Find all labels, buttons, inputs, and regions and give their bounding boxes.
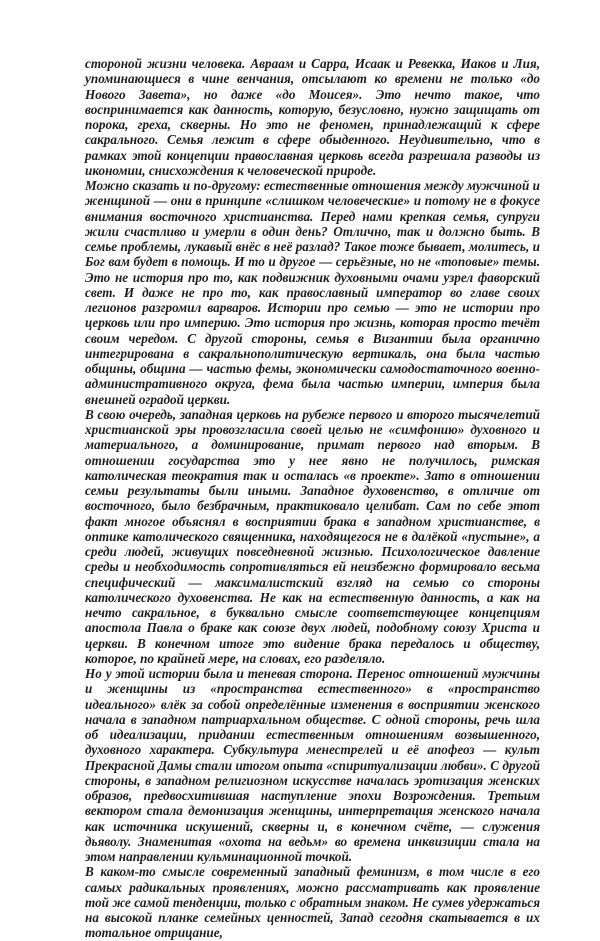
paragraph-4: Но у этой истории была и теневая сторона. Перенос отношений мужчины и женщины из «пространства естественного» в «пространство идеального» влёк за собой определённые изменения в восприятии женского начала в западном патриархальном обществе. С одной стороны, речь шла об идеализации, придании естественным отношениям возвышенного, духовного характера. Субкультура менестрелей и её апофеоз — культ Прекрасной Дамы стали итогом опыта «спиритуализации любви». С другой стороны, в западном религиозном искусстве началась эротизация женских образов, предвосхитившая наступление эпохи Возрождения. Третьим вектором стала демонизация женщины, интерпретация женского начала как источника искушений, скверны и, в конечном счёте, — служения дьяволу. Знаменитая «охота на ведьм» во времена инквизиции стала на этом направлении кульминационной точкой. <box>85 666 540 864</box>
document-page <box>85 56 540 941</box>
paragraph-5: В каком-то смысле современный западный феминизм, в том числе в его самых радикальных проявлениях, можно рассматривать как проявление той же самой тенденции, только с обратным знаком. Не сумев удержаться на высокой планке семейных ценностей, Запад сегодня скатывается в их тотальное отрицание, <box>85 864 540 941</box>
paragraph-3: В свою очередь, западная церковь на рубеже первого и второго тысячелетий христианской эры провозгласила своей целью не «симфонию» духовного и материального, а доминирование, примат первого над вторым. В отношении государства это у нее явно не получилось, римская католическая теократия так и осталась «в проекте». Зато в отношении семьи результаты были иными. Западное духовенство, в отличие от восточного, было безбрачным, практиковало целибат. Сам по себе этот факт многое объяснял в восприятии брака в западном христианстве, в оптике католического священника, находящегося не в далёкой «пустыне», а среди людей, живущих повседневной жизнью. Психологическое давление среды и необходимость сопротивляться ей неизбежно формировало весьма специфический — максималистский взгляд на семью со стороны католического духовенства. Не как на естественную данность, а как на нечто сакральное, в буквально смысле соответствующее концепциям апостола Павла о браке как союзе двух людей, подобному союзу Христа и церкви. В конечном итоге это видение брака передалось и обществу, которое, по крайней мере, на словах, его разделяло. <box>85 406 540 666</box>
paragraph-1: стороной жизни человека. Авраам и Сарра, Исаак и Ревекка, Иаков и Лия, упоминающиеся в чине венчания, отсылают ко времени не только «до Нового Завета», но даже «до Моисея». Это нечто такое, что воспринимается как данность, которую, безусловно, нужно защищать от порока, греха, скверны. Но это не феномен, принадлежащий к сфере сакрального. Семья лежит в сфере обыденного. Неудивительно, что в рамках этой концепции православная церковь всегда разрешала разводы из икономии, снисхождения к человеческой природе. <box>85 56 540 178</box>
paragraph-2: Можно сказать и по-другому: естественные отношения между мужчиной и женщиной — они в принципе «слишком человеческие» и потому не в фокусе внимания восточного христианства. Перед нами крепкая семья, супруги жили счастливо и умерли в один день? Отлично, так и должно быть. В семье проблемы, лукавый внёс в неё разлад? Такое тоже бывает, молитесь, и Бог вам будет в помощь. И то и другое — серьёзные, но не «топовые» темы. Это не история про то, как подвижник духовными очами узрел фаворский свет. И даже не про то, как православный император во главе своих легионов разгромил варваров. Истории про семью — это не истории про церковь или про империю. Это история про жизнь, которая просто течёт своим чередом. С другой стороны, семья в Византии была органично интегрирована в сакральнополитическую вертикаль, она была частью общины, община — частью фемы, экономически самодостаточного военно-административного округа, фема была частью империи, империя была внешней оградой церкви. <box>85 178 540 407</box>
